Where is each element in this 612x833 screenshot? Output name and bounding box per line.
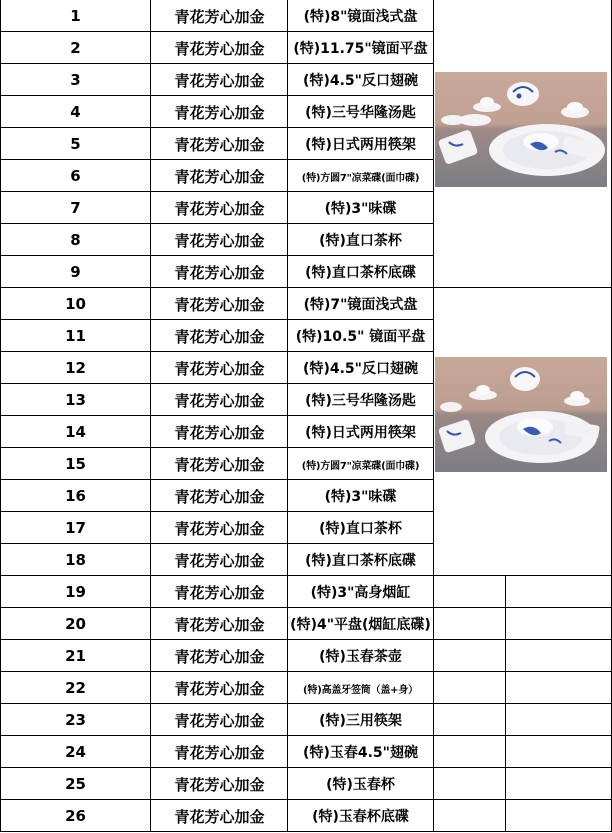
row-number: 8 xyxy=(70,231,81,249)
row-border xyxy=(433,799,612,800)
row-number: 17 xyxy=(65,519,86,537)
item-name: (特)10.5" 镜面平盘 xyxy=(295,329,426,345)
series-name: 青花芳心加金 xyxy=(174,39,265,58)
item-name: (特)高盖牙签筒（盖+身） xyxy=(303,684,418,696)
item-name: (特)玉春4.5"翅碗 xyxy=(303,745,418,761)
group-border xyxy=(433,575,612,576)
row-number: 18 xyxy=(65,551,86,569)
row-border xyxy=(0,287,433,288)
item-name: (特)玉春杯底碟 xyxy=(312,809,409,825)
series-name: 青花芳心加金 xyxy=(174,199,265,218)
series-name: 青花芳心加金 xyxy=(174,423,265,442)
row-border xyxy=(0,159,433,160)
series-name: 青花芳心加金 xyxy=(174,263,265,282)
item-name: (特)直口茶杯 xyxy=(319,521,402,537)
row-border xyxy=(0,479,433,480)
row-border xyxy=(433,639,612,640)
row-border xyxy=(0,31,433,32)
row-border xyxy=(0,703,433,704)
series-name: 青花芳心加金 xyxy=(174,743,265,762)
row-border xyxy=(0,639,433,640)
item-name: (特)直口茶杯底碟 xyxy=(305,553,416,569)
row-border xyxy=(0,799,433,800)
item-name: (特)直口茶杯 xyxy=(319,233,402,249)
row-number: 15 xyxy=(65,455,86,473)
row-border xyxy=(0,767,433,768)
series-name: 青花芳心加金 xyxy=(174,103,265,122)
row-number: 7 xyxy=(70,199,81,217)
row-border xyxy=(433,735,612,736)
row-border xyxy=(0,447,433,448)
series-name: 青花芳心加金 xyxy=(174,519,265,538)
item-name: (特)4"平盘(烟缸底碟) xyxy=(290,617,431,633)
row-number: 24 xyxy=(65,743,86,761)
tableware-photo-set-1 xyxy=(435,72,607,187)
row-border xyxy=(0,575,433,576)
column-border xyxy=(433,0,434,832)
row-border xyxy=(0,319,433,320)
row-number: 21 xyxy=(65,647,86,665)
item-name: (特)方圆7"凉菜碟(面巾碟) xyxy=(301,172,420,184)
series-name: 青花芳心加金 xyxy=(174,647,265,666)
row-border xyxy=(433,703,612,704)
row-number: 9 xyxy=(70,263,81,281)
item-name: (特)3"味碟 xyxy=(324,489,397,505)
item-name: (特)4.5"反口翅碗 xyxy=(303,361,418,377)
item-name: (特)玉春杯 xyxy=(326,777,395,793)
series-name: 青花芳心加金 xyxy=(174,71,265,90)
series-name: 青花芳心加金 xyxy=(174,583,265,602)
row-border xyxy=(0,95,433,96)
row-border xyxy=(0,191,433,192)
series-name: 青花芳心加金 xyxy=(174,327,265,346)
row-border xyxy=(433,607,612,608)
left-border xyxy=(0,0,1,832)
row-border xyxy=(0,543,433,544)
row-number: 14 xyxy=(65,423,86,441)
tableware-photo-set-2 xyxy=(435,357,607,472)
series-name: 青花芳心加金 xyxy=(174,711,265,730)
row-number: 6 xyxy=(70,167,81,185)
row-number: 16 xyxy=(65,487,86,505)
group-border xyxy=(433,287,612,288)
series-name: 青花芳心加金 xyxy=(174,487,265,506)
row-number: 5 xyxy=(70,135,81,153)
item-name: (特)方圆7"凉菜碟(面巾碟) xyxy=(301,460,420,472)
row-number: 1 xyxy=(70,7,81,25)
row-number: 19 xyxy=(65,583,86,601)
item-name: (特)3"味碟 xyxy=(324,201,397,217)
row-border xyxy=(433,671,612,672)
series-name: 青花芳心加金 xyxy=(174,551,265,570)
row-border xyxy=(0,511,433,512)
series-name: 青花芳心加金 xyxy=(174,167,265,186)
series-name: 青花芳心加金 xyxy=(174,295,265,314)
row-number: 20 xyxy=(65,615,86,633)
row-number: 13 xyxy=(65,391,86,409)
row-number: 22 xyxy=(65,679,86,697)
row-number: 10 xyxy=(65,295,86,313)
column-border xyxy=(150,0,151,832)
item-name: (特)日式两用筷架 xyxy=(305,137,416,153)
row-border xyxy=(433,831,612,832)
row-border xyxy=(0,607,433,608)
item-name: (特)直口茶杯底碟 xyxy=(305,265,416,281)
item-name: (特)日式两用筷架 xyxy=(305,425,416,441)
row-border xyxy=(0,831,433,832)
row-border xyxy=(0,255,433,256)
item-name: (特)4.5"反口翅碗 xyxy=(303,73,418,89)
row-number: 25 xyxy=(65,775,86,793)
item-name: (特)8"镜面浅式盘 xyxy=(303,9,418,25)
series-name: 青花芳心加金 xyxy=(174,231,265,250)
item-name: (特)三号华隆汤匙 xyxy=(305,393,416,409)
series-name: 青花芳心加金 xyxy=(174,359,265,378)
row-number: 3 xyxy=(70,71,81,89)
row-border xyxy=(0,63,433,64)
row-border xyxy=(433,767,612,768)
series-name: 青花芳心加金 xyxy=(174,807,265,826)
series-name: 青花芳心加金 xyxy=(174,135,265,154)
row-border xyxy=(0,383,433,384)
row-border xyxy=(0,351,433,352)
item-name: (特)三号华隆汤匙 xyxy=(305,105,416,121)
row-border xyxy=(0,671,433,672)
series-name: 青花芳心加金 xyxy=(174,7,265,26)
column-border xyxy=(287,0,288,832)
row-border xyxy=(0,415,433,416)
series-name: 青花芳心加金 xyxy=(174,615,265,634)
series-name: 青花芳心加金 xyxy=(174,455,265,474)
row-border xyxy=(0,223,433,224)
row-number: 2 xyxy=(70,39,81,57)
item-name: (特)3"高身烟缸 xyxy=(310,585,411,601)
series-name: 青花芳心加金 xyxy=(174,775,265,794)
item-name: (特)11.75"镜面平盘 xyxy=(293,41,428,57)
row-border xyxy=(0,127,433,128)
item-name: (特)7"镜面浅式盘 xyxy=(303,297,418,313)
row-number: 23 xyxy=(65,711,86,729)
row-number: 11 xyxy=(65,327,86,345)
series-name: 青花芳心加金 xyxy=(174,391,265,410)
row-number: 26 xyxy=(65,807,86,825)
series-name: 青花芳心加金 xyxy=(174,679,265,698)
row-border xyxy=(0,735,433,736)
row-number: 12 xyxy=(65,359,86,377)
row-number: 4 xyxy=(70,103,81,121)
item-name: (特)三用筷架 xyxy=(319,713,402,729)
column-border xyxy=(505,576,506,832)
item-name: (特)玉春茶壶 xyxy=(319,649,402,665)
